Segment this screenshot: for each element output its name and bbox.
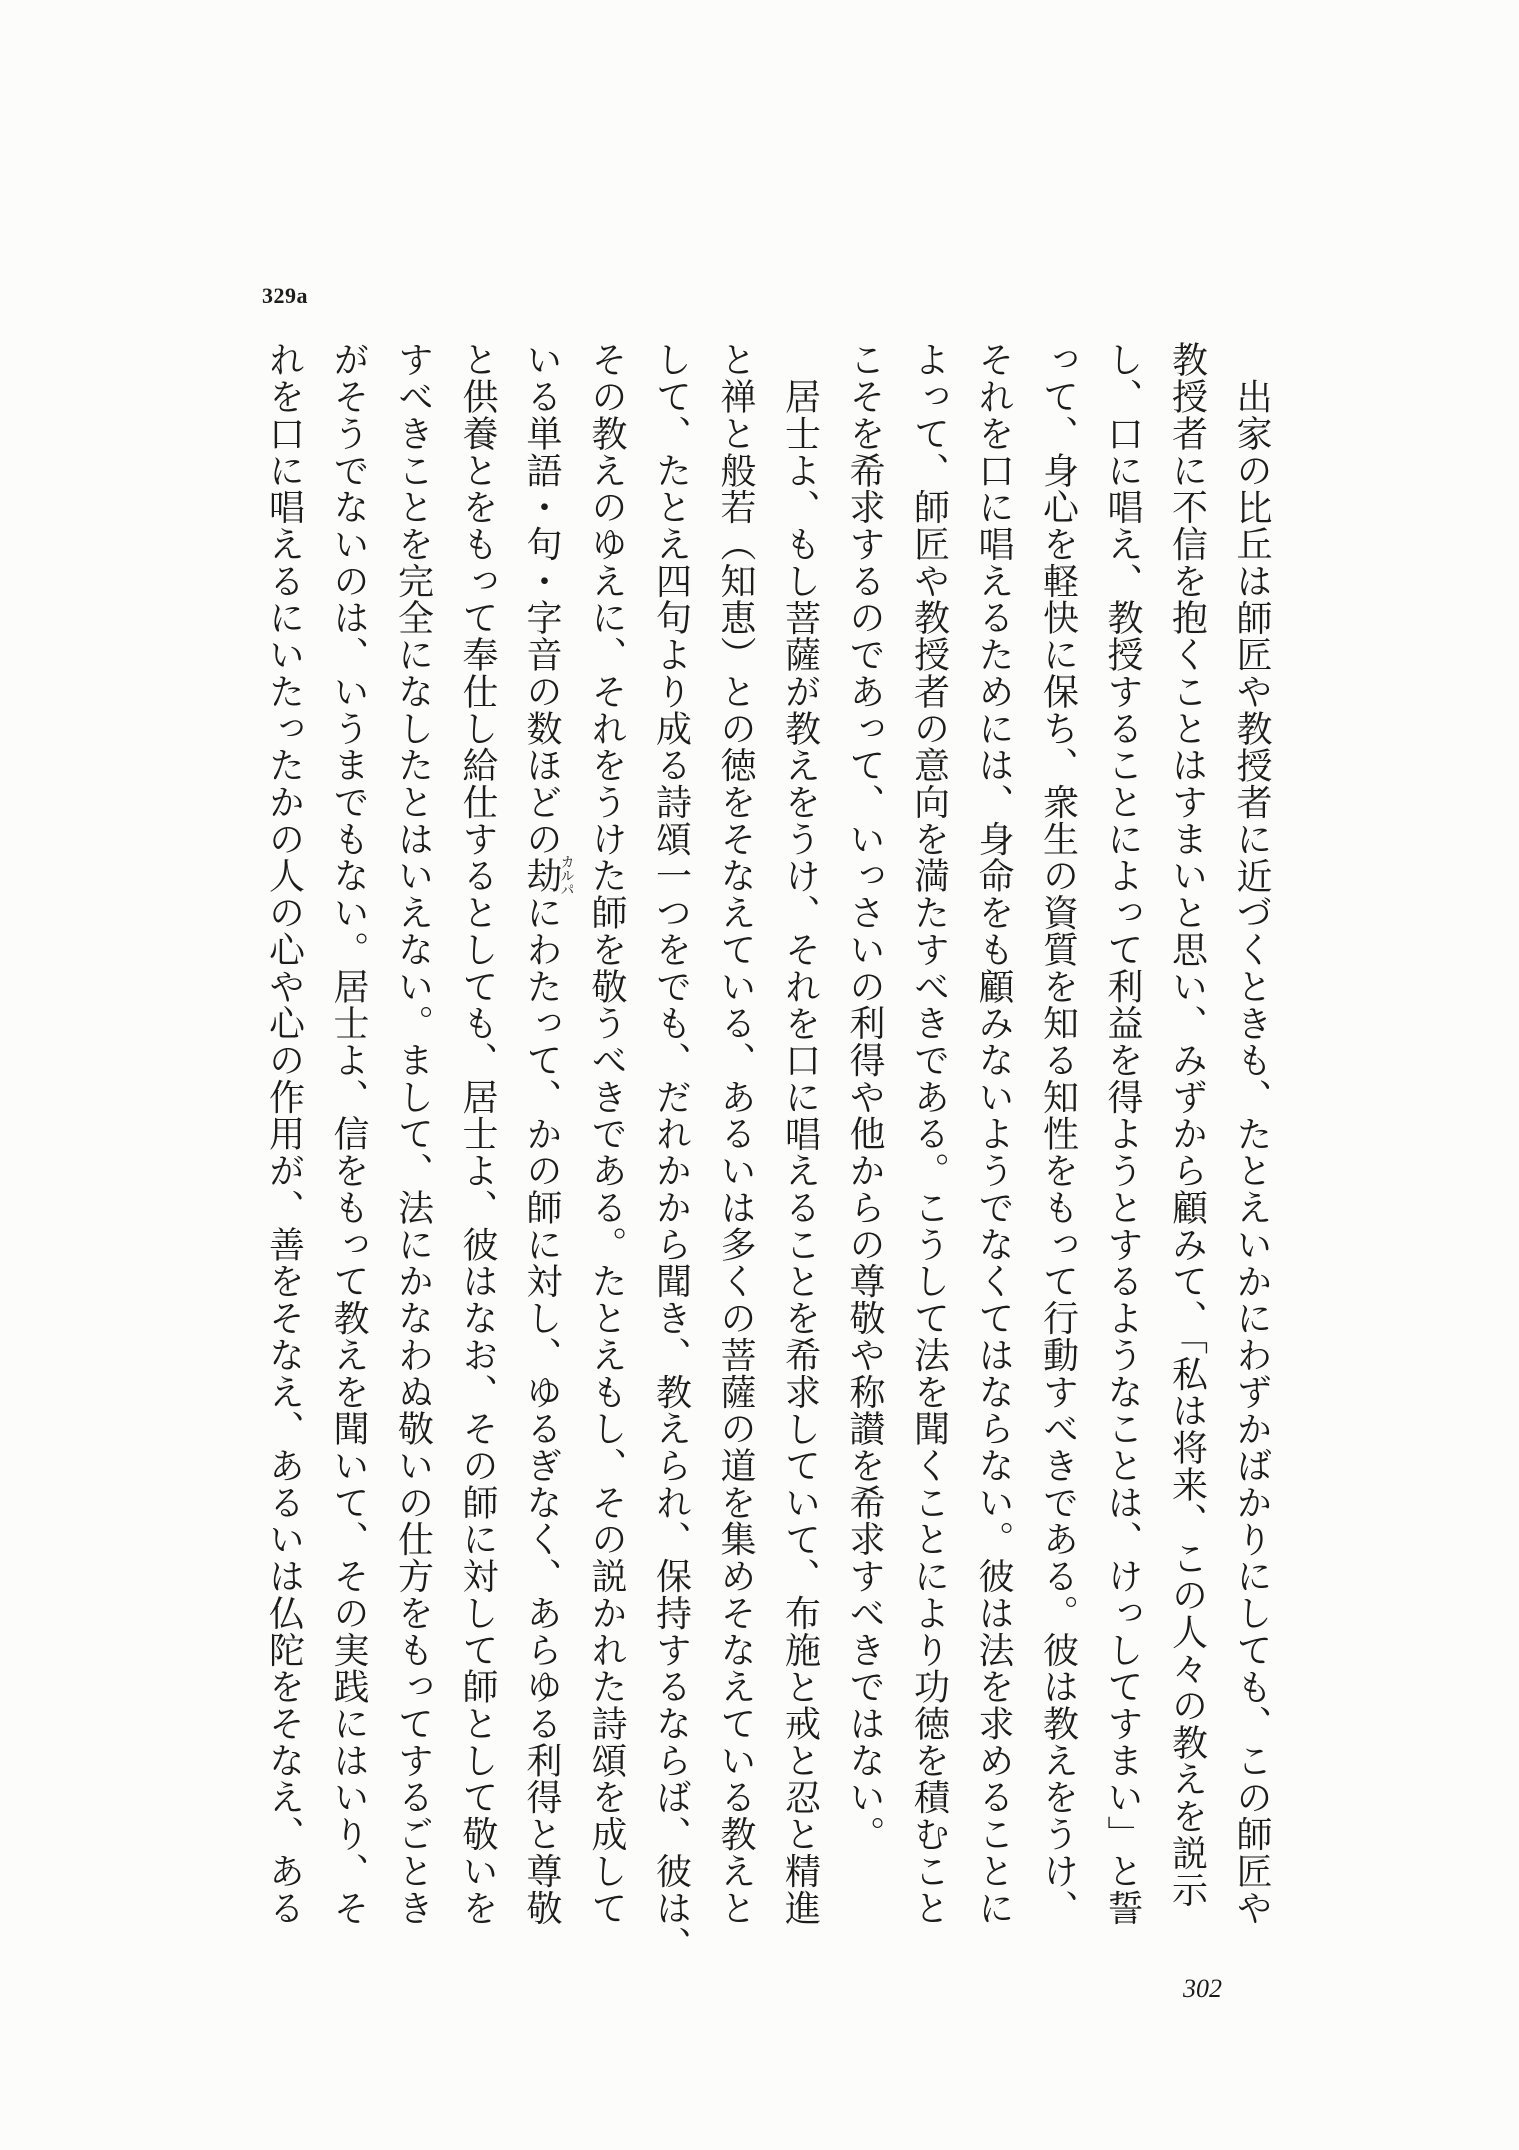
ruby-base: 劫: [521, 854, 562, 897]
text-column-11: その教えのゆえに、それをうけた師を敬うべきである。たとえもし、その説かれた詩頌を成して: [586, 341, 627, 1926]
text-column-6: よって、師匠や教授者の意向を満たすべきである。こうして法を聞くことにより功徳を積むこと: [908, 341, 950, 1926]
text-column-16: れを口に唱えるにいたったかの人の心や心の作用が、善をそなえ、あるいは仏陀をそなえ、ある: [263, 341, 305, 1926]
text-column-13: と供養とをもって奉仕し給仕するとしても、居士よ、彼はなお、その師に対して師として敬いを: [457, 341, 498, 1926]
text-column-5: それを口に唱えるためには、身命をも顧みないようでなくてはならない。彼は法を求めることに: [973, 341, 1014, 1926]
text-column-7: こそを希求するのであって、いっさいの利得や他からの尊敬や称讃を希求すべきではない。: [844, 341, 885, 1853]
section-marker: 329a: [262, 283, 308, 308]
text-column-10: して、たとえ四句より成る詩頌一つをでも、だれかから聞き、教えられ、保持するならば、彼は、: [650, 341, 692, 1963]
text-column-2: 教授者に不信を抱くことはすまいと思い、みずから顧みて、「私は将来、この人々の教えを説示: [1166, 341, 1208, 1908]
page-number: 302: [1183, 1974, 1222, 2003]
ruby-reading: カルパ: [558, 854, 575, 897]
text-column-14: すべきことを完全になしたとはいえない。まして、法にかなわぬ敬いの仕方をもってするごとき: [392, 341, 434, 1926]
text-column-8: 居士よ、もし菩薩が教えをうけ、それを口に唱えることを希求していて、布施と戒と忍と精進: [779, 377, 821, 1926]
text-column-3: し、口に唱え、教授することによって利益を得ようとするようなことは、けっしてすまい」と誓: [1102, 341, 1143, 1926]
vertical-text-block: [251, 341, 1283, 1963]
ruby-annotation: [521, 854, 575, 897]
text-column-9: と禅と般若（知恵）との徳をそなえている、あるいは多くの菩薩の道を集めそなえている教えと: [715, 341, 756, 1926]
text-column-15: がそうでないのは、いうまでもない。居士よ、信をもって教えを聞いて、その実践にはいり、そ: [328, 341, 369, 1926]
text-segment: にわたって、かの師に対し、ゆるぎなく、あらゆる利得と尊敬: [521, 893, 562, 1927]
text-segment: いる単語・句・字音の数ほどの: [521, 341, 562, 858]
text-column-4: って、身心を軽快に保ち、衆生の資質を知る知性をもって行動すべきである。彼は教えをうけ、: [1037, 341, 1079, 1926]
text-column-1: 出家の比丘は師匠や教授者に近づくときも、たとえいかにわずかばかりにしても、この師匠や: [1231, 377, 1272, 1926]
text-column-12: [509, 341, 574, 1926]
